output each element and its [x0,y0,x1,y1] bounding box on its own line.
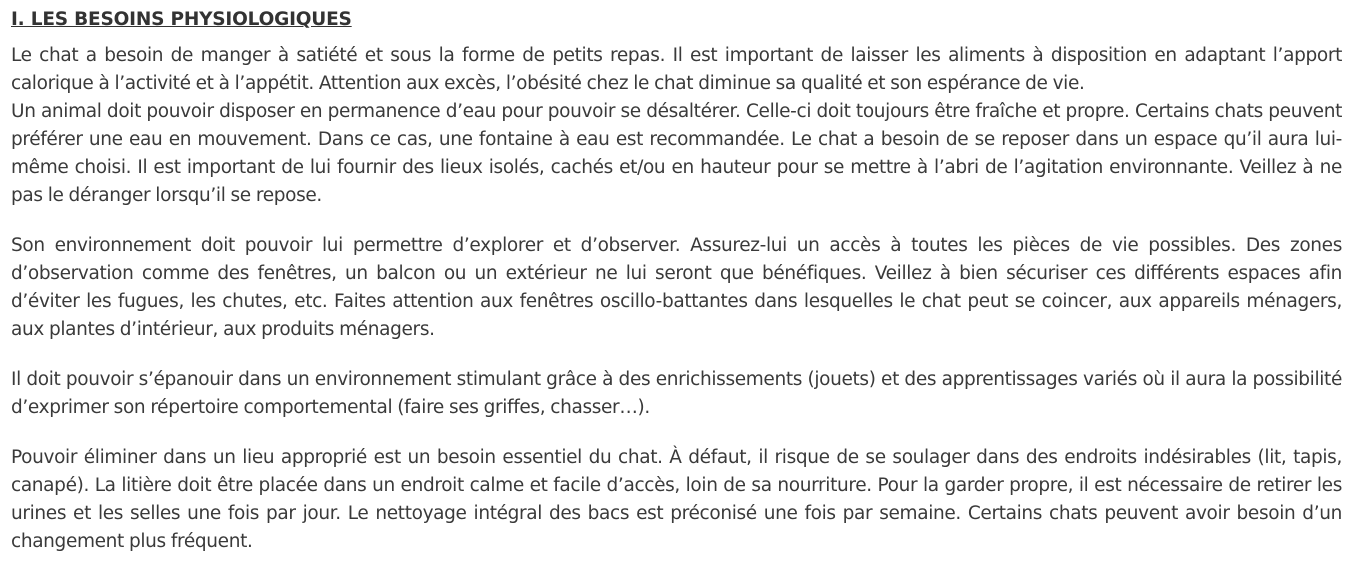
section-heading: I. LES BESOINS PHYSIOLOGIQUES [11,9,352,30]
paragraph-environment: Son environnement doit pouvoir lui permettre d’explorer et d’observer. Assurez-lui un accès à toutes les pièces de vie possibles. Des zones d’observation comme des fenêtres, un balcon ou un extérieur ne lui seront que bénéfiques. Veillez à bien sécuriser ces différents espaces afin d’éviter les fugues, les chutes, etc. Faites attention aux fenêtres oscillo-battantes dans lesquelles le chat peut se coincer, aux appareils ménagers, aux plantes d’intérieur, aux produits ménagers. [11,235,1342,340]
paragraph-water-rest: Un animal doit pouvoir disposer en permanence d’eau pour pouvoir se désaltérer. Celle-ci doit toujours être fraîche et propre. Certains chats peuvent préférer une eau en mouvement. Dans ce cas, une fontaine à eau est recommandée. Le chat a besoin de se reposer dans un espace qu’il aura lui-même choisi. Il est important de lui fournir des lieux isolés, cachés et/ou en hauteur pour se mettre à l’abri de l’agitation environnante. Veillez à ne pas le déranger lorsqu’il se repose. [11,101,1342,206]
paragraph-enrichment: Il doit pouvoir s’épanouir dans un environnement stimulant grâce à des enrichissements (jouets) et des apprentissages variés où il aura la possibilité d’exprimer son répertoire comportemental (faire ses griffes, chasser…). [11,369,1342,418]
paragraph-litter: Pouvoir éliminer dans un lieu approprié est un besoin essentiel du chat. À défaut, il risque de se soulager dans des endroits indésirables (lit, tapis, canapé). La litière doit être placée dans un endroit calme et facile d’accès, loin de sa nourriture. Pour la garder propre, il est nécessaire de retirer les urines et les selles une fois par jour. Le nettoyage intégral des bacs est préconisé une fois par semaine. Certains chats peuvent avoir besoin d’un changement plus fréquent. [11,447,1342,552]
paragraph-nutrition: Le chat a besoin de manger à satiété et sous la forme de petits repas. Il est important de laisser les aliments à disposition en adaptant l’apport calorique à l’activité et à l’appétit. Attention aux excès, l’obésité chez le chat diminue sa qualité et son espérance de vie. [11,45,1342,94]
paragraph-nutrition-rest [11,42,1342,210]
